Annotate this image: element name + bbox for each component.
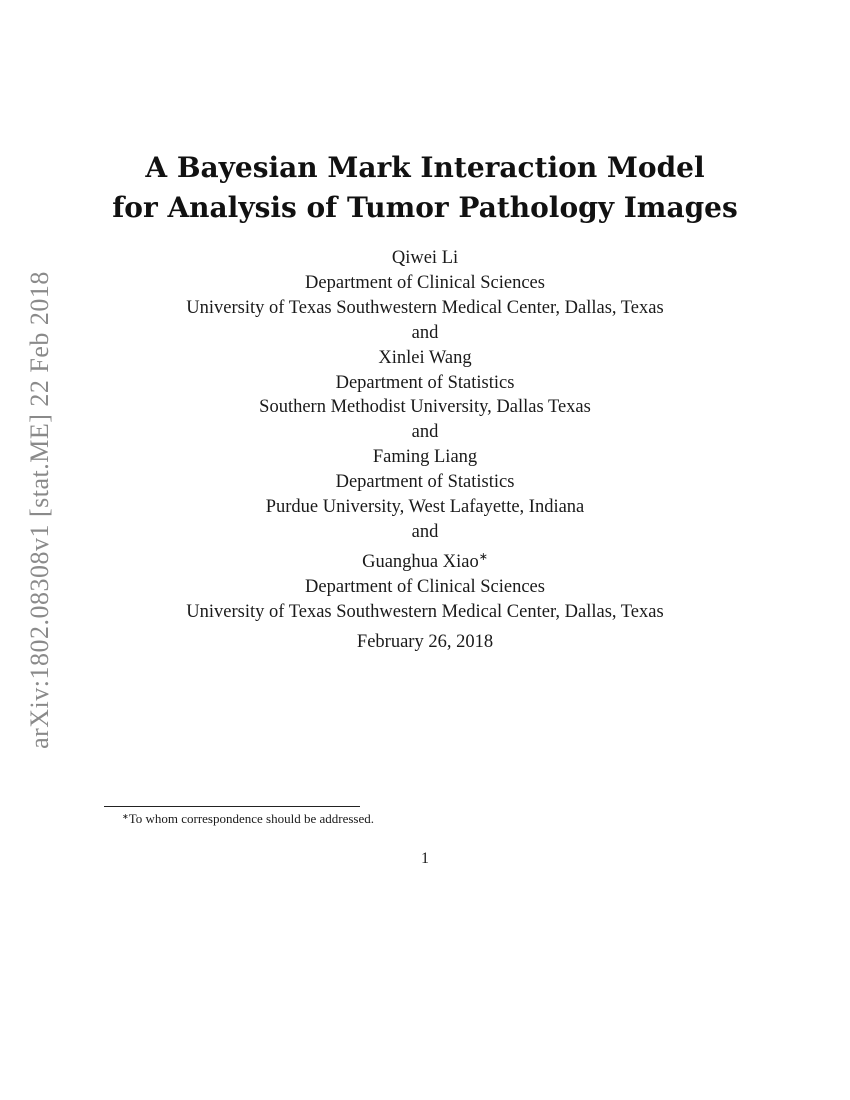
author-department: Department of Clinical Sciences bbox=[305, 272, 545, 293]
paper-title bbox=[0, 148, 850, 228]
author-department: Department of Statistics bbox=[335, 372, 515, 393]
author-separator: and bbox=[411, 322, 439, 343]
author-name: Guanghua Xiao∗ bbox=[362, 550, 488, 573]
title-line-2: for Analysis of Tumor Pathology Images bbox=[112, 191, 738, 224]
title-line-1: A Bayesian Mark Interaction Model bbox=[145, 151, 705, 184]
author-institution: University of Texas Southwestern Medical Center, Dallas, Texas bbox=[186, 601, 664, 622]
author-separator: and bbox=[411, 422, 439, 443]
author-list bbox=[0, 246, 850, 625]
author-institution: Southern Methodist University, Dallas Texas bbox=[259, 397, 591, 418]
correspondence-marker: ∗ bbox=[478, 550, 488, 563]
author-institution: University of Texas Southwestern Medical Center, Dallas, Texas bbox=[186, 297, 664, 318]
author-name: Faming Liang bbox=[372, 447, 478, 468]
footnote-marker: ∗ bbox=[122, 812, 129, 821]
correspondence-footnote bbox=[122, 811, 374, 827]
page-number: 1 bbox=[421, 850, 429, 867]
author-name: Qiwei Li bbox=[391, 248, 459, 268]
author-department: Department of Statistics bbox=[335, 472, 515, 493]
footnote-divider bbox=[104, 806, 360, 807]
author-institution: Purdue University, West Lafayette, Indiana bbox=[265, 497, 585, 518]
publication-date: February 26, 2018 bbox=[356, 632, 494, 652]
author-name: Xinlei Wang bbox=[378, 347, 472, 368]
author-department: Department of Clinical Sciences bbox=[305, 576, 545, 597]
footnote-text: To whom correspondence should be addressed. bbox=[128, 811, 375, 826]
author-separator: and bbox=[411, 521, 439, 542]
arxiv-identifier-stamp: arXiv:1802.08308v1 [stat.ME] 22 Feb 2018 bbox=[25, 271, 54, 749]
